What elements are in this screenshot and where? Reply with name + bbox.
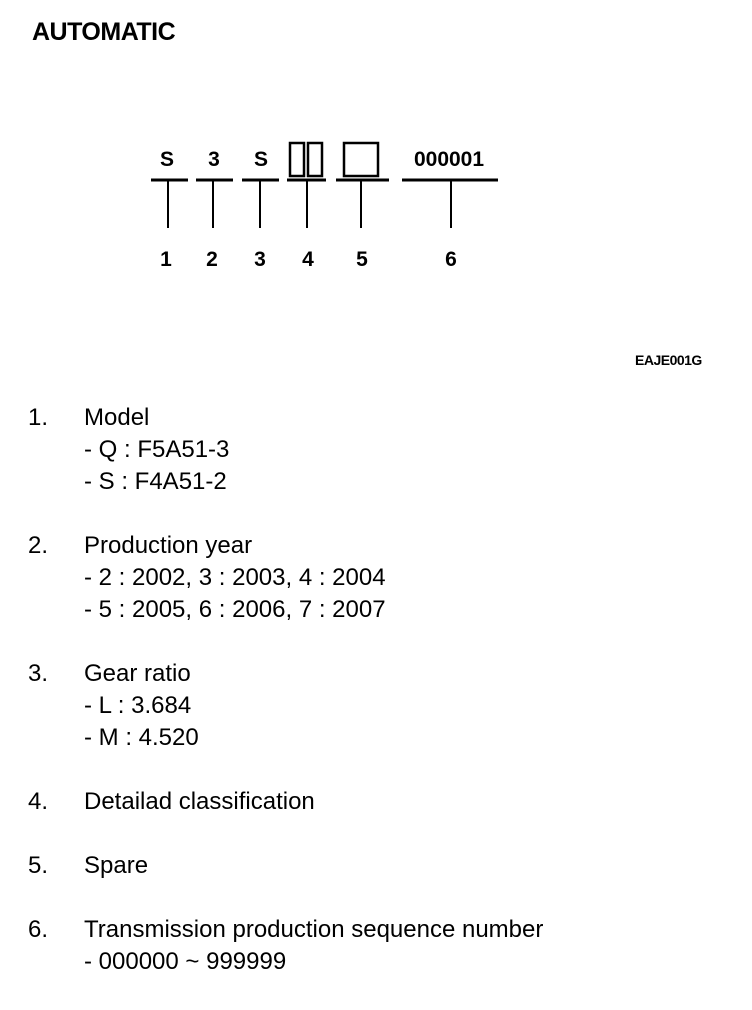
code-diagram-lines <box>0 0 752 300</box>
item-number: 6. <box>28 916 49 943</box>
item-title: Model <box>84 404 150 431</box>
item-detail: - Q : F5A51-3 <box>84 436 230 463</box>
item-detail: - 000000 ~ 999999 <box>84 948 287 975</box>
item-number: 4. <box>28 788 49 815</box>
item-number: 2. <box>28 532 49 559</box>
item-detail: - 2 : 2002, 3 : 2003, 4 : 2004 <box>84 564 386 591</box>
page-title: AUTOMATIC <box>32 18 176 46</box>
item-number: 1. <box>28 404 49 431</box>
item-title: Production year <box>84 532 253 559</box>
item-number: 3. <box>28 660 49 687</box>
code-char-1: S <box>159 148 175 171</box>
code-char-2: 3 <box>208 148 220 171</box>
item-number: 5. <box>28 852 49 879</box>
position-number-1: 1 <box>160 248 172 271</box>
code-char-6: 000001 <box>413 148 485 171</box>
position-number-3: 3 <box>254 248 266 271</box>
blank-box-4a <box>290 143 304 176</box>
blank-box-5 <box>344 143 378 176</box>
item-detail: - S : F4A51-2 <box>84 468 227 495</box>
figure-id: EAJE001G <box>635 352 702 368</box>
item-detail: - L : 3.684 <box>84 692 192 719</box>
item-title: Gear ratio <box>84 660 191 687</box>
item-title: Detailad classification <box>84 788 315 815</box>
position-number-6: 6 <box>445 248 457 271</box>
position-number-4: 4 <box>302 248 314 271</box>
position-number-2: 2 <box>206 248 218 271</box>
item-detail: - 5 : 2005, 6 : 2006, 7 : 2007 <box>84 596 386 623</box>
item-title: Spare <box>84 852 149 879</box>
item-title: Transmission production sequence number <box>84 916 544 943</box>
vin-code-diagram <box>0 0 752 300</box>
item-detail: - M : 4.520 <box>84 724 199 751</box>
position-number-5: 5 <box>356 248 368 271</box>
blank-box-4b <box>308 143 322 176</box>
code-char-3: S <box>253 148 269 171</box>
